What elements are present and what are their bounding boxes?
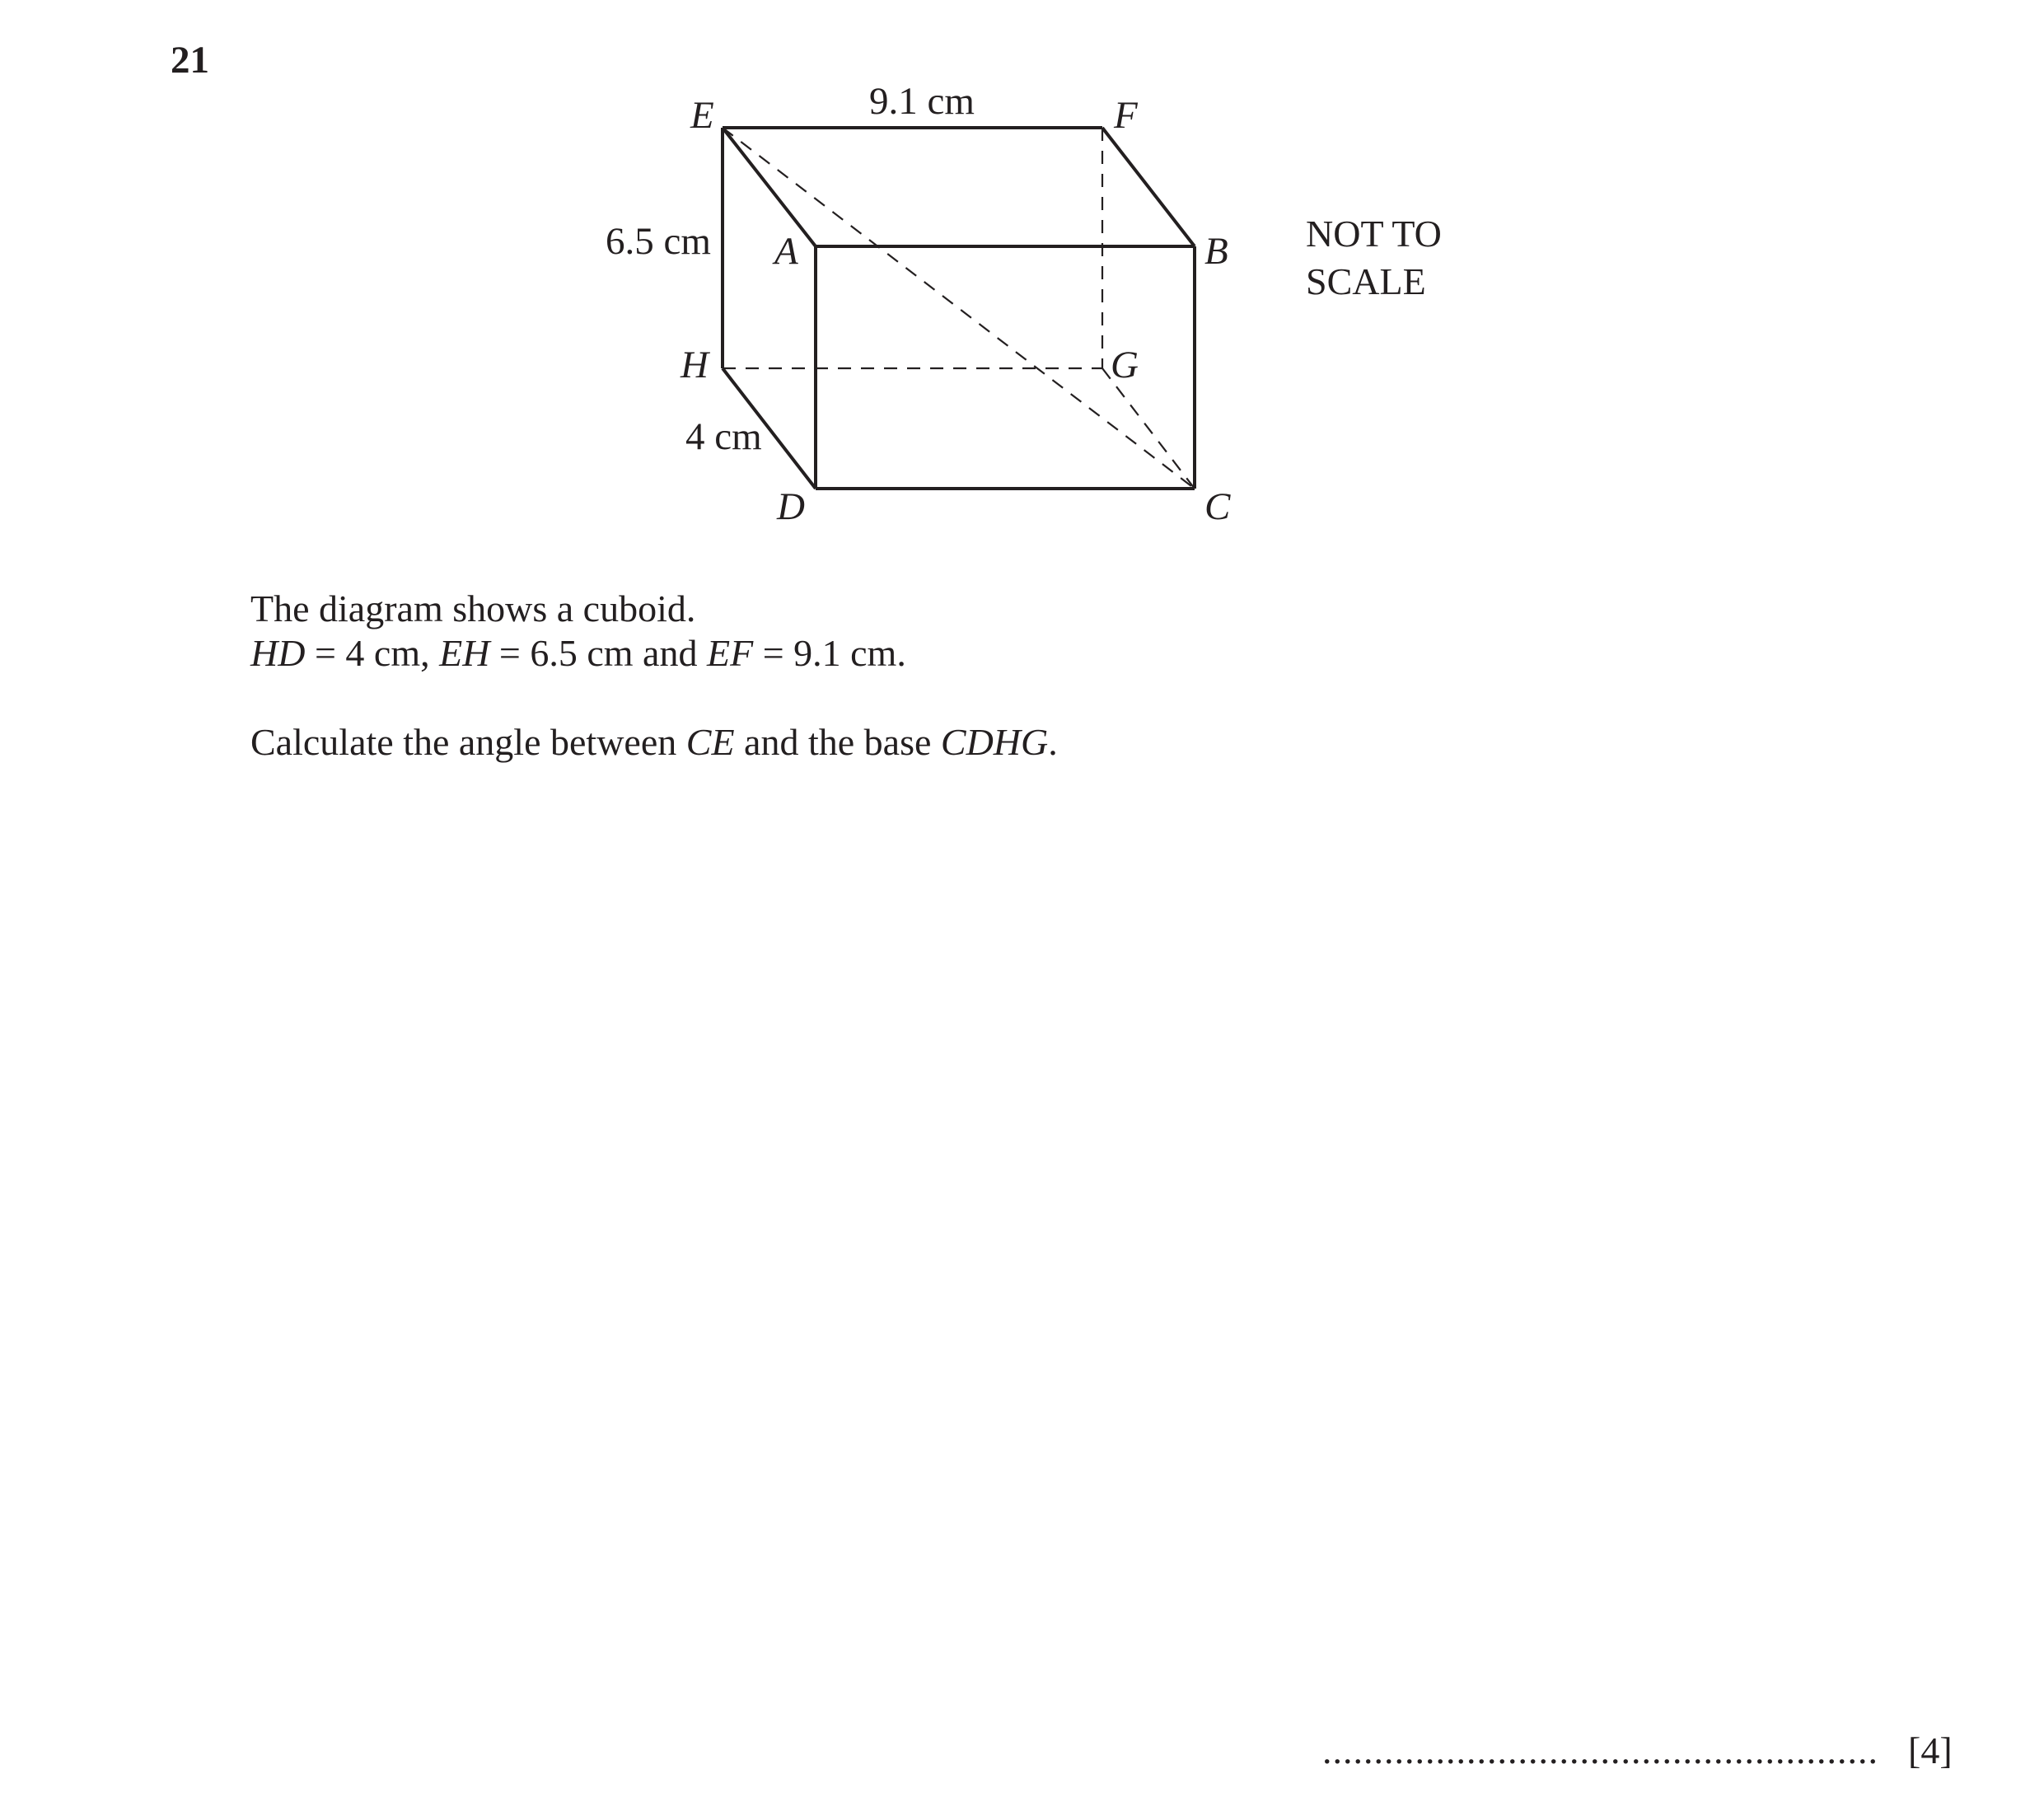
vertex-label-g: G: [1111, 344, 1139, 386]
not-to-scale-line-1: NOT TO: [1306, 213, 1442, 255]
vertex-label-a: A: [774, 230, 798, 273]
label-eh-length: 6.5 cm: [606, 220, 711, 263]
question-number: 21: [171, 39, 209, 82]
edge-ea: [723, 128, 816, 246]
cuboid-diagram: [0, 0, 2044, 577]
segment-ce: CE: [685, 721, 735, 763]
edge-fb: [1102, 128, 1195, 246]
vertex-label-h: H: [681, 344, 709, 386]
marks-badge: [4]: [1908, 1729, 1953, 1771]
vertex-label-f: F: [1114, 94, 1138, 137]
label-hd-length: 4 cm: [685, 415, 762, 458]
diagonal-ec: [723, 128, 1195, 489]
question-prompt: Calculate the angle between CE and the base CDHG.: [250, 721, 1058, 763]
segment-hd: HD: [250, 632, 306, 674]
vertex-label-c: C: [1204, 485, 1231, 528]
statement-line-1: The diagram shows a cuboid.: [250, 587, 696, 629]
statement-line-2: HD = 4 cm, EH = 6.5 cm and EF = 9.1 cm.: [250, 632, 906, 674]
label-ef-length: 9.1 cm: [869, 80, 975, 123]
answer-line[interactable]: [1322, 1729, 1953, 1772]
not-to-scale-note: [1306, 210, 1442, 306]
not-to-scale-line-2: SCALE: [1306, 260, 1426, 302]
base-cdhg: CDHG: [940, 721, 1049, 763]
vertex-label-b: B: [1204, 230, 1228, 273]
vertex-label-d: D: [777, 485, 805, 528]
vertex-label-e: E: [690, 94, 714, 137]
answer-dots[interactable]: ......................................................: [1322, 1729, 1878, 1771]
segment-eh: EH: [439, 632, 490, 674]
segment-ef: EF: [706, 632, 754, 674]
